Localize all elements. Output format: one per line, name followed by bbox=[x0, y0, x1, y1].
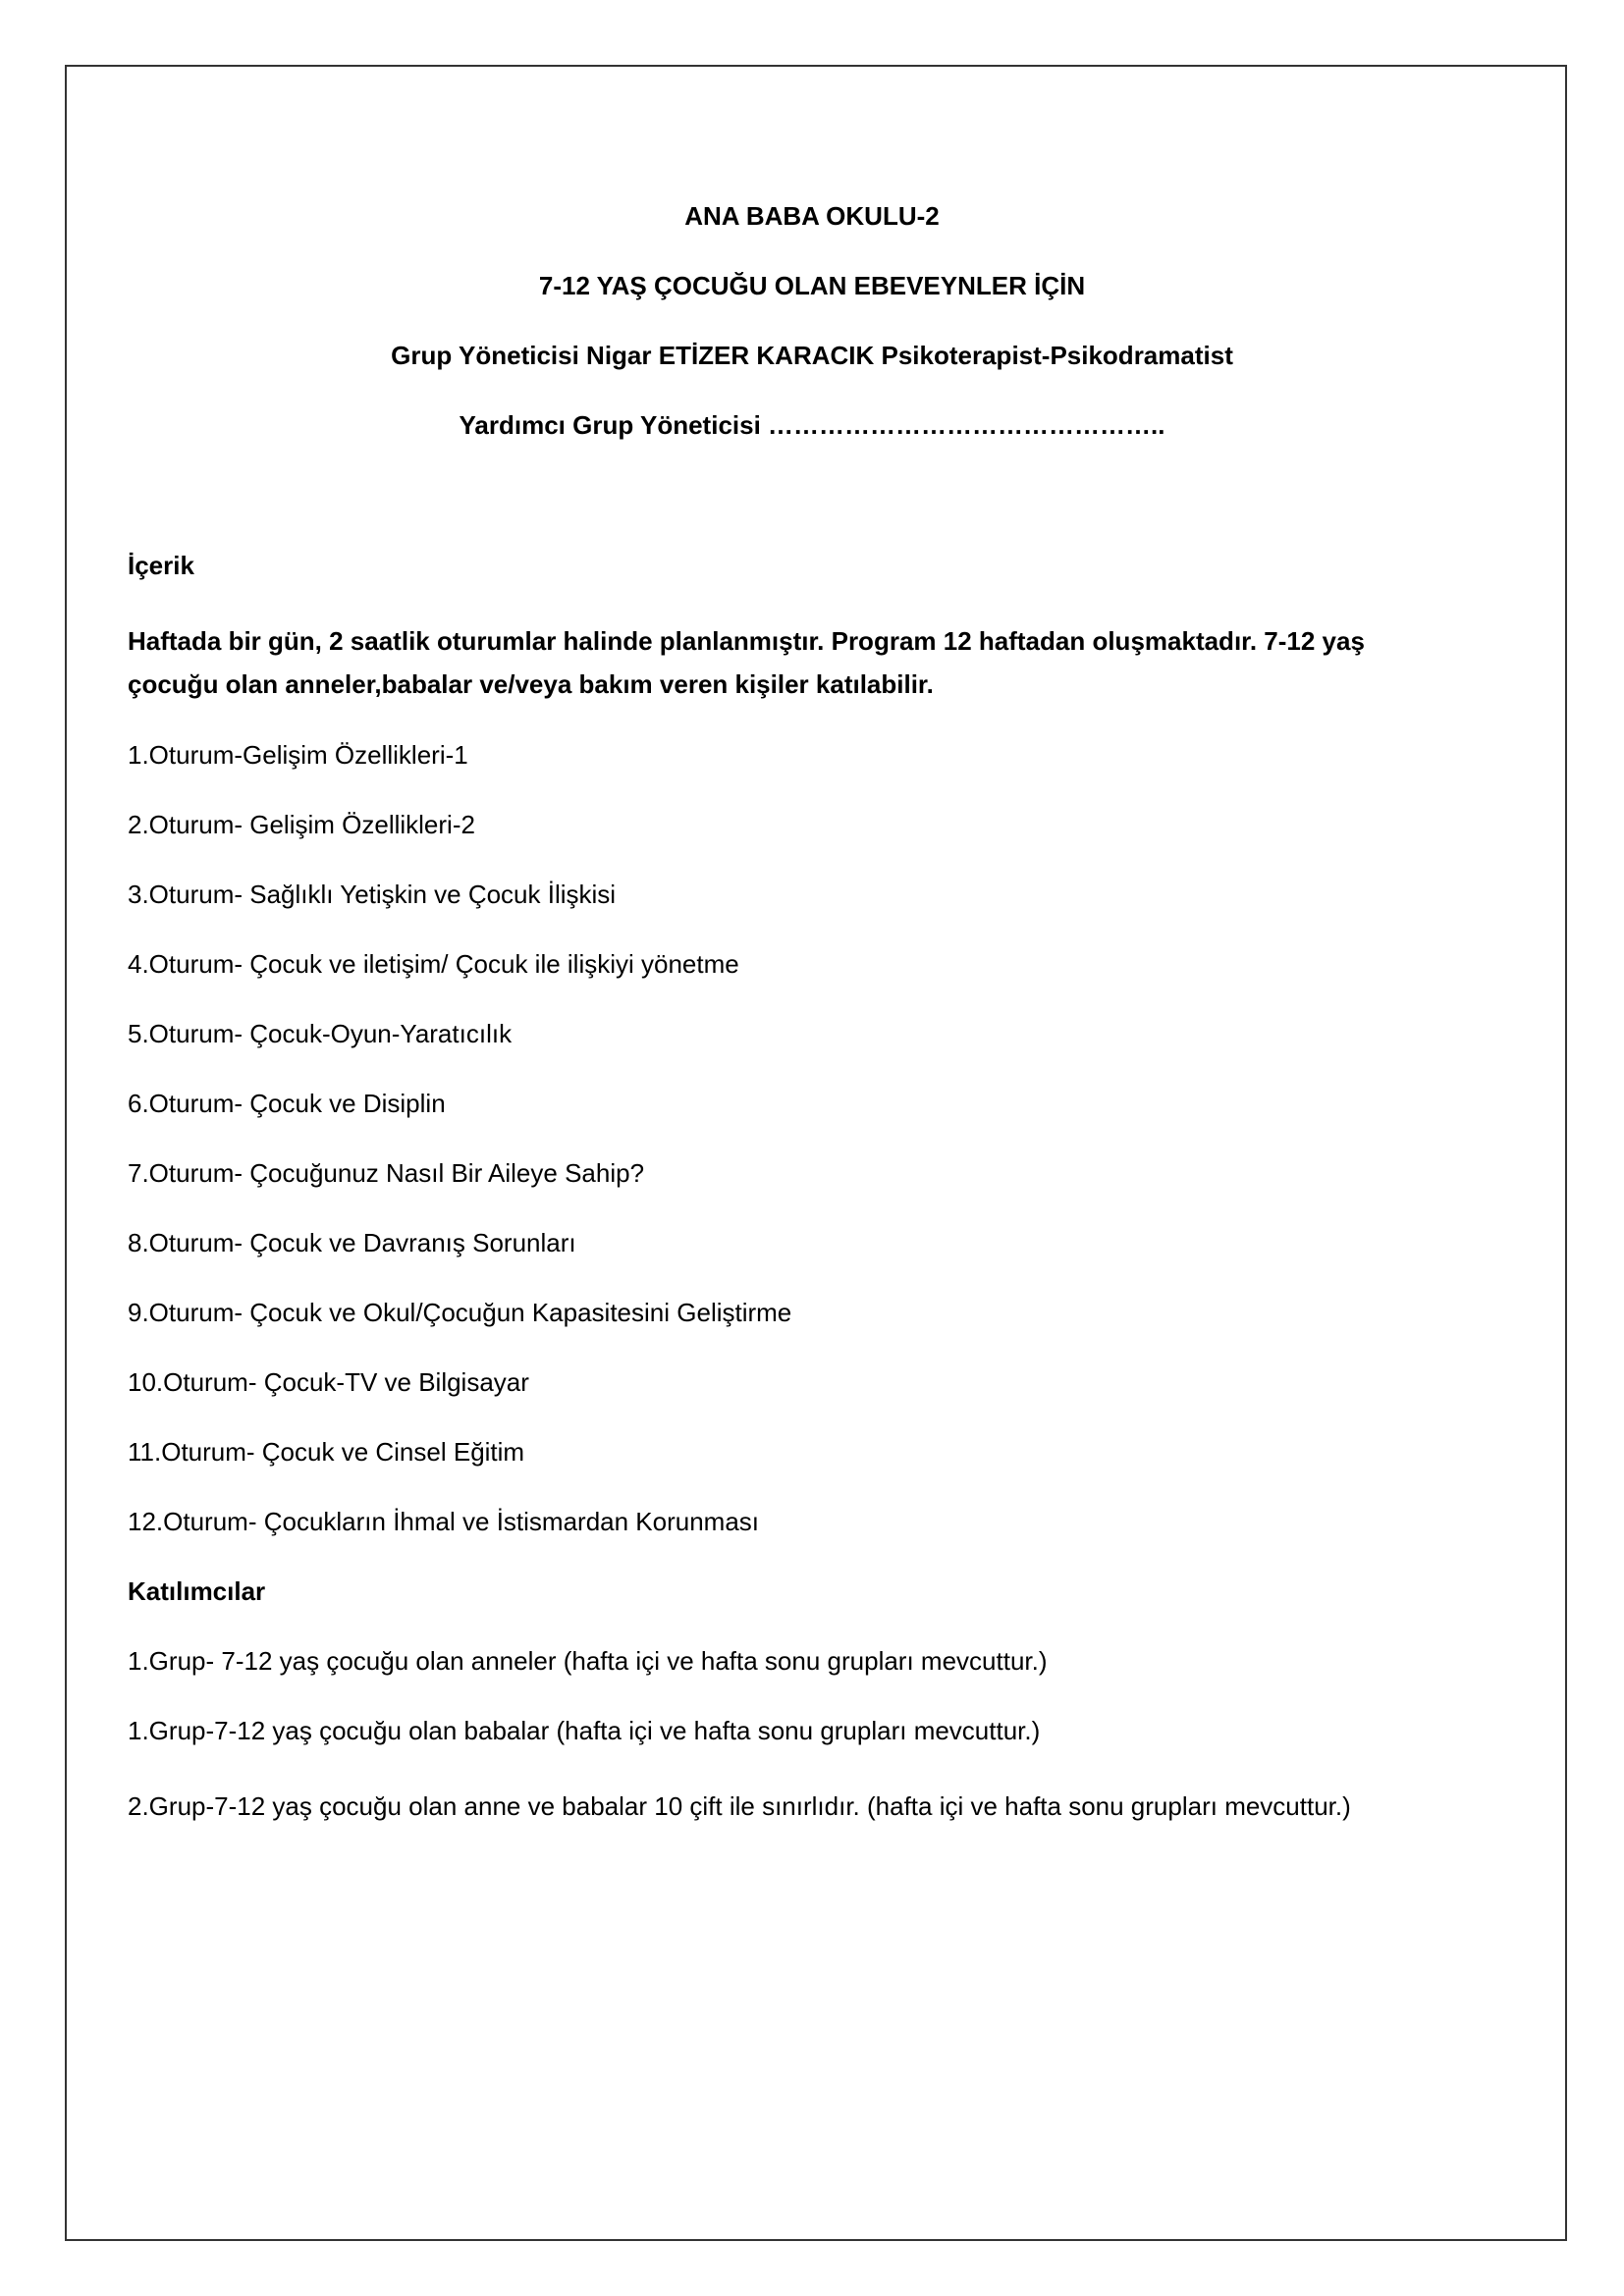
document-title: ANA BABA OKULU-2 bbox=[684, 201, 940, 231]
session-item: 4.Oturum- Çocuk ve iletişim/ Çocuk ile ilişkiyi yönetme bbox=[128, 949, 739, 979]
session-item: 10.Oturum- Çocuk-TV ve Bilgisayar bbox=[128, 1367, 529, 1397]
session-item: 2.Oturum- Gelişim Özellikleri-2 bbox=[128, 810, 475, 839]
session-item: 9.Oturum- Çocuk ve Okul/Çocuğun Kapasitesini Geliştirme bbox=[128, 1298, 792, 1327]
group-leader-line: Grup Yöneticisi Nigar ETİZER KARACIK Psikoterapist-Psikodramatist bbox=[391, 341, 1233, 370]
participant-group-item: 1.Grup- 7-12 yaş çocuğu olan anneler (hafta içi ve hafta sonu grupları mevcuttur.) bbox=[128, 1646, 1048, 1676]
participants-heading: Katılımcılar bbox=[128, 1576, 266, 1606]
participant-group-item: 1.Grup-7-12 yaş çocuğu olan babalar (hafta içi ve hafta sonu grupları mevcuttur.) bbox=[128, 1716, 1041, 1745]
session-item: 12.Oturum- Çocukların İhmal ve İstismardan Korunması bbox=[128, 1507, 760, 1536]
session-item: 7.Oturum- Çocuğunuz Nasıl Bir Aileye Sahip? bbox=[128, 1158, 645, 1188]
session-item: 1.Oturum-Gelişim Özellikleri-1 bbox=[128, 740, 468, 770]
session-item: 3.Oturum- Sağlıklı Yetişkin ve Çocuk İlişkisi bbox=[128, 880, 617, 909]
contents-heading: İçerik bbox=[128, 551, 194, 580]
assistant-leader-line: Yardımcı Grup Yöneticisi ……………………………………….. bbox=[459, 410, 1165, 440]
session-item: 8.Oturum- Çocuk ve Davranış Sorunları bbox=[128, 1228, 576, 1257]
session-item: 6.Oturum- Çocuk ve Disiplin bbox=[128, 1089, 446, 1118]
session-item: 5.Oturum- Çocuk-Oyun-Yaratıcılık bbox=[128, 1019, 513, 1048]
contents-intro: Haftada bir gün, 2 saatlik oturumlar halinde planlanmıştır. Program 12 haftadan oluşmaktadır. 7-12 yaş çocuğu olan anneler,babalar ve/veya bakım veren kişiler katılabilir. bbox=[128, 626, 1365, 699]
session-list bbox=[128, 739, 1434, 1537]
participant-group-list bbox=[128, 1645, 1434, 1828]
session-item: 11.Oturum- Çocuk ve Cinsel Eğitim bbox=[128, 1437, 525, 1467]
document-body bbox=[128, 550, 1434, 1866]
document-subtitle: 7-12 YAŞ ÇOCUĞU OLAN EBEVEYNLER İÇİN bbox=[538, 271, 1086, 300]
participant-group-item: 2.Grup-7-12 yaş çocuğu olan anne ve babalar 10 çift ile sınırlıdır. (hafta içi ve hafta sonu grupları mevcuttur.) bbox=[128, 1791, 1351, 1821]
